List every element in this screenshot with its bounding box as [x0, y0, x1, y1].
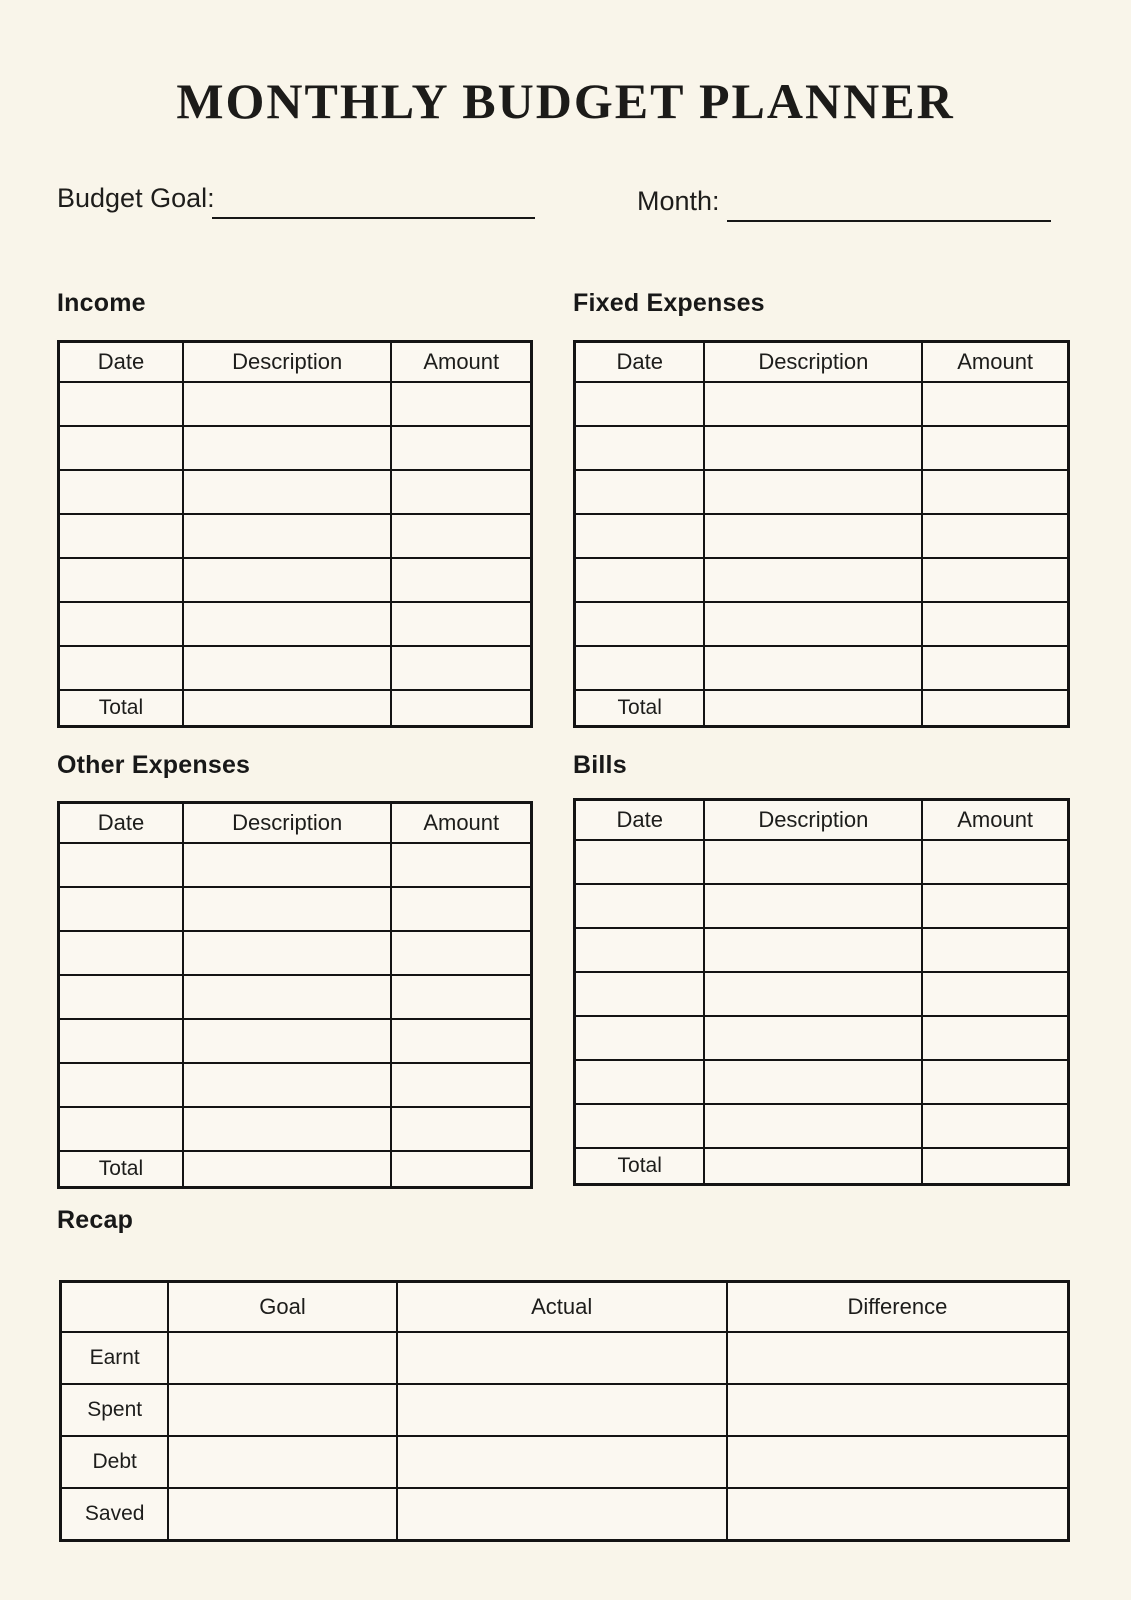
other-expenses-date-cell	[59, 1019, 183, 1063]
column-header-amount: Amount	[922, 800, 1068, 841]
fixed-expenses-row	[575, 382, 1069, 426]
income-row	[59, 602, 532, 646]
other-expenses-description-cell	[183, 1107, 392, 1151]
bills-total-description-cell	[704, 1148, 922, 1185]
bills-row	[575, 1060, 1069, 1104]
income-description-cell	[183, 558, 392, 602]
bills-amount-cell	[922, 1016, 1068, 1060]
total-label-cell: Total	[575, 690, 705, 727]
other-expenses-row	[59, 1063, 532, 1107]
income-header-row	[59, 342, 532, 383]
other-expenses-description-cell	[183, 1019, 392, 1063]
recap-table-mount	[59, 1280, 1070, 1542]
fixed-expenses-table	[573, 340, 1070, 728]
bills-date-cell	[575, 840, 705, 884]
income-date-cell	[59, 382, 183, 426]
recap-earnt-actual-cell	[397, 1332, 727, 1384]
column-header-amount: Amount	[391, 342, 531, 383]
recap-spent-goal-cell	[168, 1384, 396, 1436]
income-row	[59, 558, 532, 602]
recap-column-header-goal: Goal	[168, 1282, 396, 1333]
bills-date-cell	[575, 1060, 705, 1104]
bills-table	[573, 798, 1070, 1186]
bills-description-cell	[704, 1104, 922, 1148]
column-header-date: Date	[575, 800, 705, 841]
recap-debt-difference-cell	[727, 1436, 1069, 1488]
fixed-expenses-date-cell	[575, 382, 705, 426]
bills-description-cell	[704, 1060, 922, 1104]
recap-earnt-difference-cell	[727, 1332, 1069, 1384]
column-header-date: Date	[59, 342, 183, 383]
income-date-cell	[59, 426, 183, 470]
month-line	[727, 220, 1051, 222]
fixed-expenses-amount-cell	[922, 426, 1068, 470]
fixed-expenses-date-cell	[575, 470, 705, 514]
other-expenses-row	[59, 887, 532, 931]
fixed-expenses-amount-cell	[922, 646, 1068, 690]
bills-description-cell	[704, 840, 922, 884]
fixed-expenses-date-cell	[575, 558, 705, 602]
other-expenses-date-cell	[59, 975, 183, 1019]
fixed-expenses-date-cell	[575, 514, 705, 558]
fixed-expenses-total-amount-cell	[922, 690, 1068, 727]
recap-row-label: Earnt	[61, 1332, 169, 1384]
bills-amount-cell	[922, 884, 1068, 928]
bills-table-mount	[573, 798, 1070, 1186]
other-expenses-total-row	[59, 1151, 532, 1188]
income-amount-cell	[391, 382, 531, 426]
income-row	[59, 514, 532, 558]
bills-header-row	[575, 800, 1069, 841]
page-title: MONTHLY BUDGET PLANNER	[176, 73, 955, 129]
income-description-cell	[183, 382, 392, 426]
recap-saved-actual-cell	[397, 1488, 727, 1541]
fixed-expenses-row	[575, 514, 1069, 558]
fixed-expenses-header-row	[575, 342, 1069, 383]
other-expenses-date-cell	[59, 1107, 183, 1151]
recap-row-saved	[61, 1488, 1069, 1541]
income-table	[57, 340, 533, 728]
other-expenses-amount-cell	[391, 1019, 531, 1063]
other-expenses-amount-cell	[391, 975, 531, 1019]
fixed-expenses-row	[575, 426, 1069, 470]
fixed-expenses-amount-cell	[922, 382, 1068, 426]
bills-description-cell	[704, 972, 922, 1016]
fixed-expenses-date-cell	[575, 602, 705, 646]
recap-row-label: Debt	[61, 1436, 169, 1488]
fixed-expenses-row	[575, 646, 1069, 690]
column-header-description: Description	[704, 800, 922, 841]
income-row	[59, 646, 532, 690]
fixed-expenses-description-cell	[704, 426, 922, 470]
fixed-expenses-row	[575, 470, 1069, 514]
income-row	[59, 382, 532, 426]
section-heading-fixed-expenses: Fixed Expenses	[573, 289, 765, 317]
recap-row-debt	[61, 1436, 1069, 1488]
bills-description-cell	[704, 884, 922, 928]
income-amount-cell	[391, 646, 531, 690]
other-expenses-description-cell	[183, 1063, 392, 1107]
bills-row	[575, 884, 1069, 928]
recap-table	[59, 1280, 1070, 1542]
income-description-cell	[183, 426, 392, 470]
recap-spent-difference-cell	[727, 1384, 1069, 1436]
other-expenses-amount-cell	[391, 887, 531, 931]
bills-date-cell	[575, 1104, 705, 1148]
bills-total-amount-cell	[922, 1148, 1068, 1185]
income-date-cell	[59, 470, 183, 514]
bills-amount-cell	[922, 1104, 1068, 1148]
recap-column-header-difference: Difference	[727, 1282, 1069, 1333]
bills-date-cell	[575, 972, 705, 1016]
other-expenses-row	[59, 931, 532, 975]
column-header-description: Description	[704, 342, 922, 383]
income-table-mount	[57, 340, 533, 728]
column-header-date: Date	[59, 803, 183, 844]
other-expenses-date-cell	[59, 887, 183, 931]
income-total-description-cell	[183, 690, 392, 727]
recap-row-label: Spent	[61, 1384, 169, 1436]
other-expenses-amount-cell	[391, 1107, 531, 1151]
recap-earnt-goal-cell	[168, 1332, 396, 1384]
section-heading-bills: Bills	[573, 751, 627, 779]
section-heading-other-expenses: Other Expenses	[57, 751, 251, 779]
income-amount-cell	[391, 426, 531, 470]
bills-description-cell	[704, 1016, 922, 1060]
recap-saved-difference-cell	[727, 1488, 1069, 1541]
total-label-cell: Total	[59, 1151, 183, 1188]
bills-amount-cell	[922, 972, 1068, 1016]
fixed-expenses-amount-cell	[922, 558, 1068, 602]
bills-row	[575, 972, 1069, 1016]
recap-header-row	[61, 1282, 1069, 1333]
other-expenses-row	[59, 1107, 532, 1151]
recap-saved-goal-cell	[168, 1488, 396, 1541]
other-expenses-date-cell	[59, 931, 183, 975]
bills-row	[575, 1104, 1069, 1148]
recap-corner-cell	[61, 1282, 169, 1333]
bills-date-cell	[575, 884, 705, 928]
recap-row-spent	[61, 1384, 1069, 1436]
recap-row-earnt	[61, 1332, 1069, 1384]
income-date-cell	[59, 602, 183, 646]
fixed-expenses-amount-cell	[922, 470, 1068, 514]
recap-spent-actual-cell	[397, 1384, 727, 1436]
bills-row	[575, 1016, 1069, 1060]
income-amount-cell	[391, 514, 531, 558]
bills-amount-cell	[922, 928, 1068, 972]
section-heading-income: Income	[57, 289, 146, 317]
fixed-expenses-row	[575, 558, 1069, 602]
fixed-expenses-description-cell	[704, 646, 922, 690]
fixed-expenses-description-cell	[704, 602, 922, 646]
fixed-expenses-total-row	[575, 690, 1069, 727]
bills-date-cell	[575, 928, 705, 972]
income-date-cell	[59, 646, 183, 690]
other-expenses-header-row	[59, 803, 532, 844]
bills-date-cell	[575, 1016, 705, 1060]
other-expenses-description-cell	[183, 931, 392, 975]
column-header-amount: Amount	[391, 803, 531, 844]
bills-amount-cell	[922, 840, 1068, 884]
budget-goal-line	[212, 217, 535, 219]
other-expenses-description-cell	[183, 975, 392, 1019]
other-expenses-date-cell	[59, 843, 183, 887]
other-expenses-row	[59, 1019, 532, 1063]
income-description-cell	[183, 514, 392, 558]
other-expenses-row	[59, 975, 532, 1019]
total-label-cell: Total	[575, 1148, 705, 1185]
income-date-cell	[59, 558, 183, 602]
other-expenses-date-cell	[59, 1063, 183, 1107]
recap-column-header-actual: Actual	[397, 1282, 727, 1333]
other-expenses-table-mount	[57, 801, 533, 1189]
recap-debt-goal-cell	[168, 1436, 396, 1488]
other-expenses-amount-cell	[391, 1063, 531, 1107]
bills-description-cell	[704, 928, 922, 972]
fixed-expenses-description-cell	[704, 514, 922, 558]
fixed-expenses-description-cell	[704, 558, 922, 602]
other-expenses-row	[59, 843, 532, 887]
column-header-description: Description	[183, 342, 392, 383]
total-label-cell: Total	[59, 690, 183, 727]
recap-debt-actual-cell	[397, 1436, 727, 1488]
bills-total-row	[575, 1148, 1069, 1185]
income-description-cell	[183, 646, 392, 690]
income-description-cell	[183, 470, 392, 514]
income-amount-cell	[391, 470, 531, 514]
fixed-expenses-date-cell	[575, 426, 705, 470]
column-header-amount: Amount	[922, 342, 1068, 383]
budget-goal-label: Budget Goal:	[57, 183, 215, 213]
fixed-expenses-row	[575, 602, 1069, 646]
recap-row-label: Saved	[61, 1488, 169, 1541]
income-amount-cell	[391, 558, 531, 602]
fixed-expenses-amount-cell	[922, 602, 1068, 646]
fixed-expenses-amount-cell	[922, 514, 1068, 558]
fixed-expenses-description-cell	[704, 470, 922, 514]
income-date-cell	[59, 514, 183, 558]
other-expenses-total-amount-cell	[391, 1151, 531, 1188]
fixed-expenses-table-mount	[573, 340, 1070, 728]
section-heading-recap: Recap	[57, 1206, 134, 1234]
income-row	[59, 470, 532, 514]
income-total-row	[59, 690, 532, 727]
fixed-expenses-date-cell	[575, 646, 705, 690]
other-expenses-description-cell	[183, 887, 392, 931]
fixed-expenses-description-cell	[704, 382, 922, 426]
column-header-description: Description	[183, 803, 392, 844]
other-expenses-amount-cell	[391, 931, 531, 975]
column-header-date: Date	[575, 342, 705, 383]
bills-row	[575, 840, 1069, 884]
month-label: Month:	[637, 186, 720, 216]
bills-amount-cell	[922, 1060, 1068, 1104]
other-expenses-total-description-cell	[183, 1151, 392, 1188]
other-expenses-description-cell	[183, 843, 392, 887]
other-expenses-table	[57, 801, 533, 1189]
bills-row	[575, 928, 1069, 972]
other-expenses-amount-cell	[391, 843, 531, 887]
income-description-cell	[183, 602, 392, 646]
fixed-expenses-total-description-cell	[704, 690, 922, 727]
income-row	[59, 426, 532, 470]
income-amount-cell	[391, 602, 531, 646]
income-total-amount-cell	[391, 690, 531, 727]
